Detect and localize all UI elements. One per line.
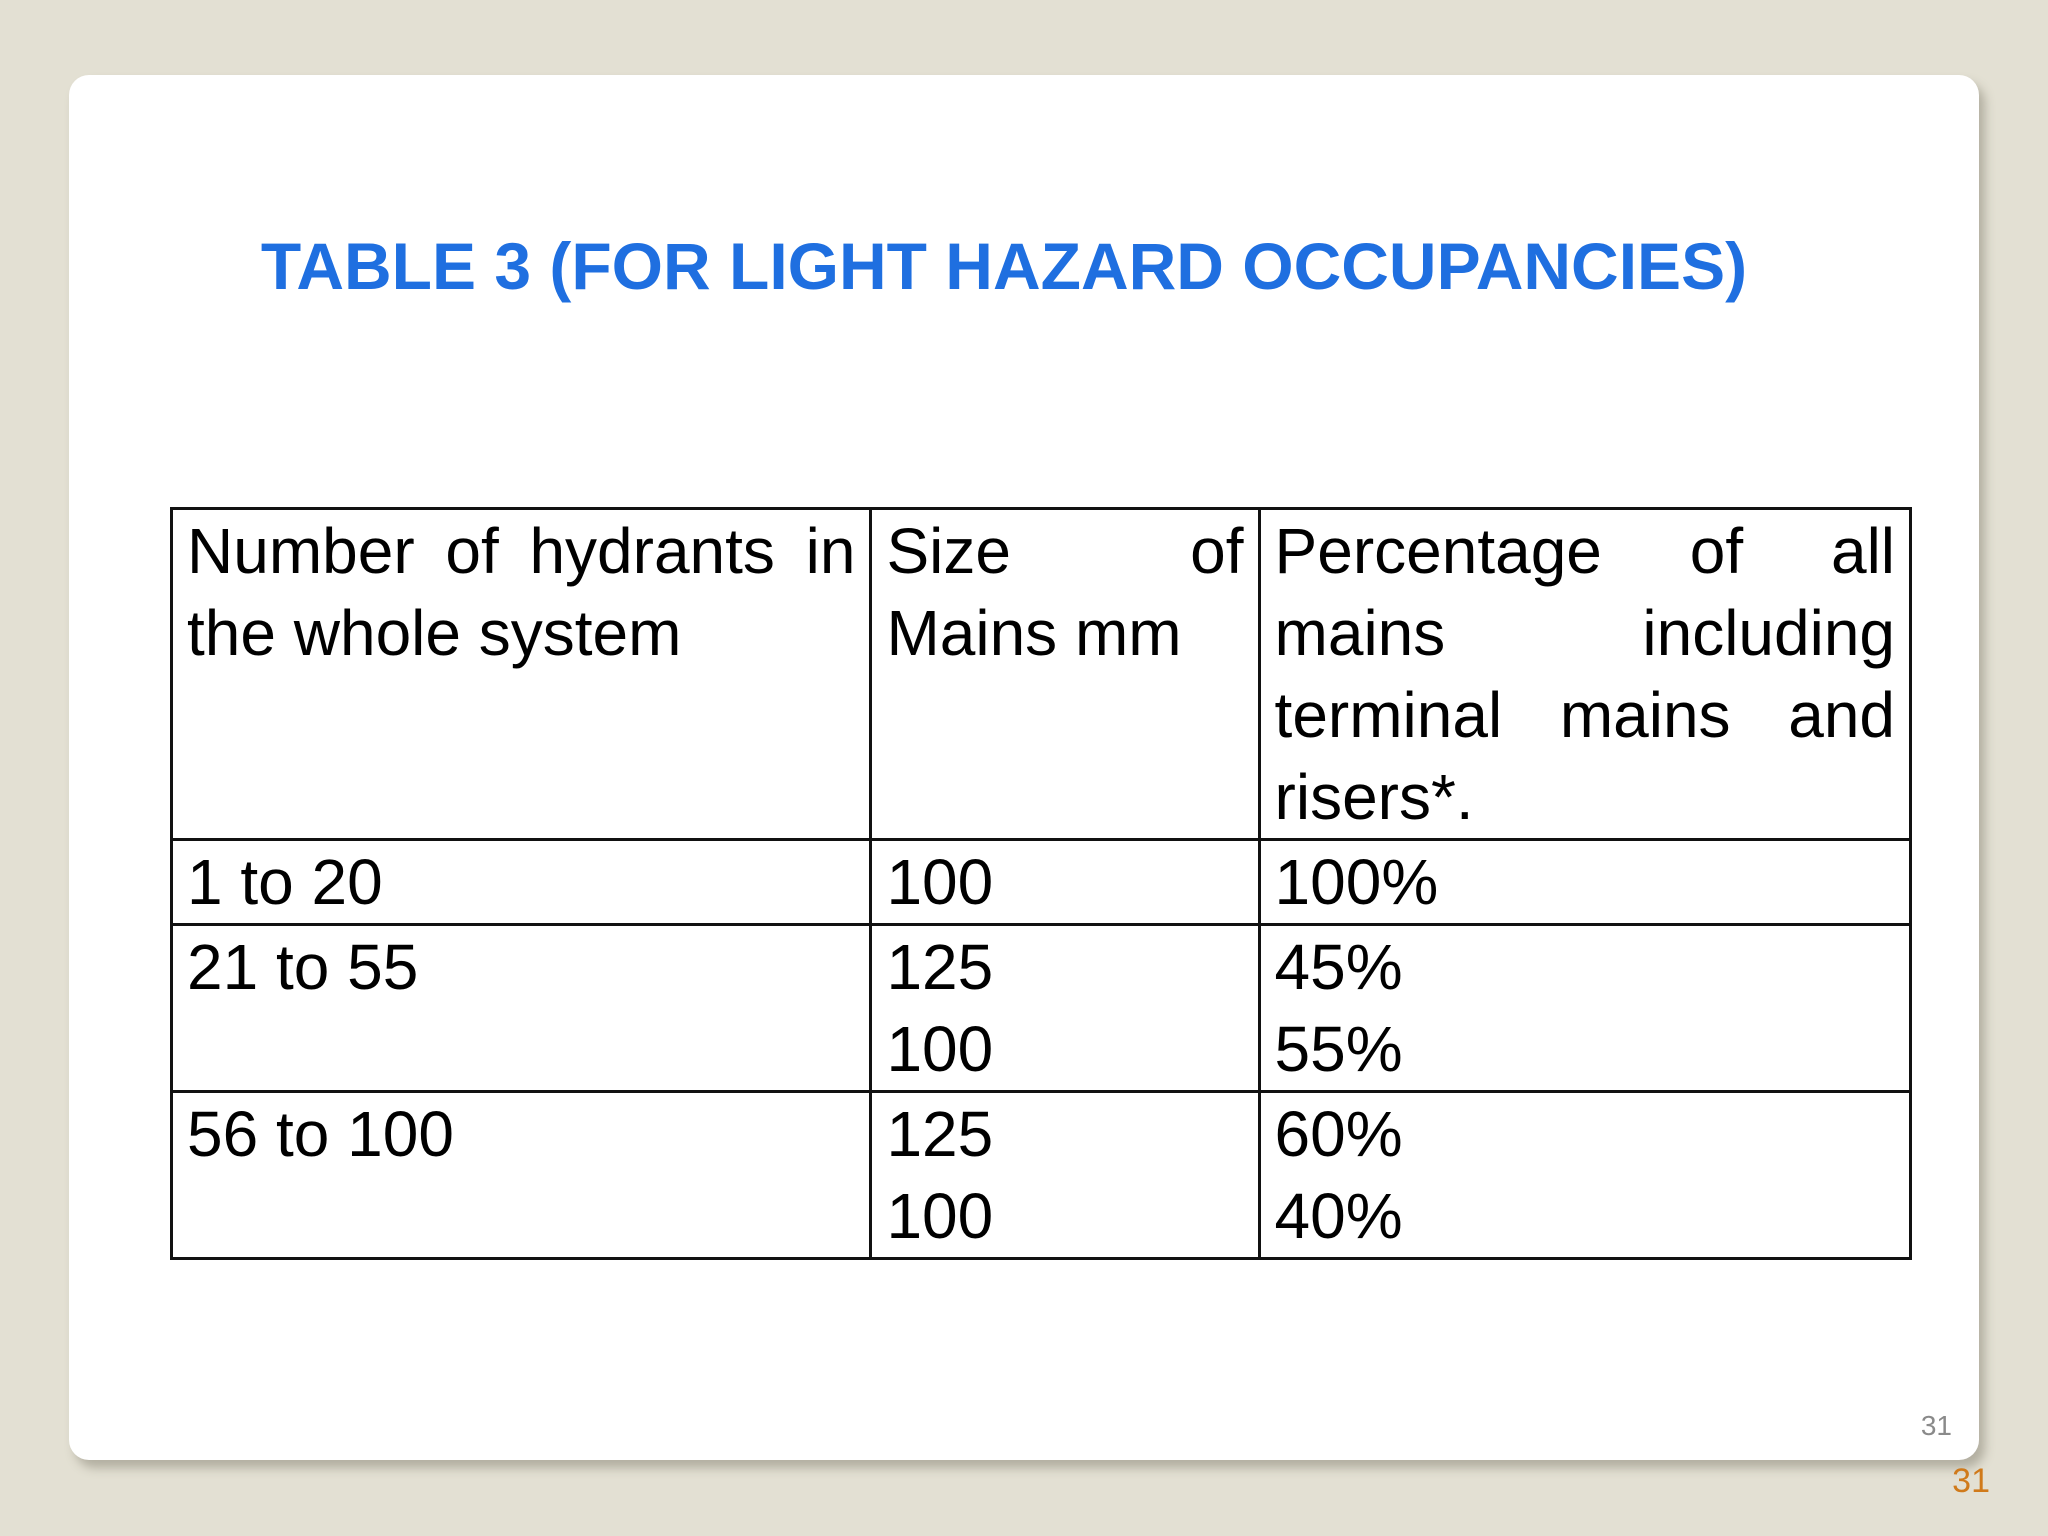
slide-number: 31 — [1920, 1410, 1952, 1441]
hydrant-mains-table — [170, 507, 1912, 1260]
page-number: 31 — [1952, 1462, 1990, 1500]
header-hydrant-count: Number of hydrants in the whole system — [172, 509, 871, 840]
percentage-cell: 45% 55% — [1259, 925, 1910, 1092]
hydrant-range-cell: 1 to 20 — [172, 840, 871, 925]
table-header-row — [172, 509, 1911, 840]
slide-title: TABLE 3 (FOR LIGHT HAZARD OCCUPANCIES) — [260, 229, 1748, 303]
percentage-cell: 60% 40% — [1259, 1092, 1910, 1259]
hydrant-range-cell: 56 to 100 — [172, 1092, 871, 1259]
header-mains-percentage: Percentage of all mains including terminal mains and risers*. — [1259, 509, 1910, 840]
table-row — [172, 840, 1911, 925]
mains-size-cell: 125 100 — [871, 925, 1259, 1092]
header-mains-size: Size of Mains mm — [871, 509, 1259, 840]
mains-size-cell: 125 100 — [871, 1092, 1259, 1259]
table-row — [172, 1092, 1911, 1259]
hydrant-range-cell: 21 to 55 — [172, 925, 871, 1092]
percentage-cell: 100% — [1259, 840, 1910, 925]
mains-size-cell: 100 — [871, 840, 1259, 925]
table-row — [172, 925, 1911, 1092]
